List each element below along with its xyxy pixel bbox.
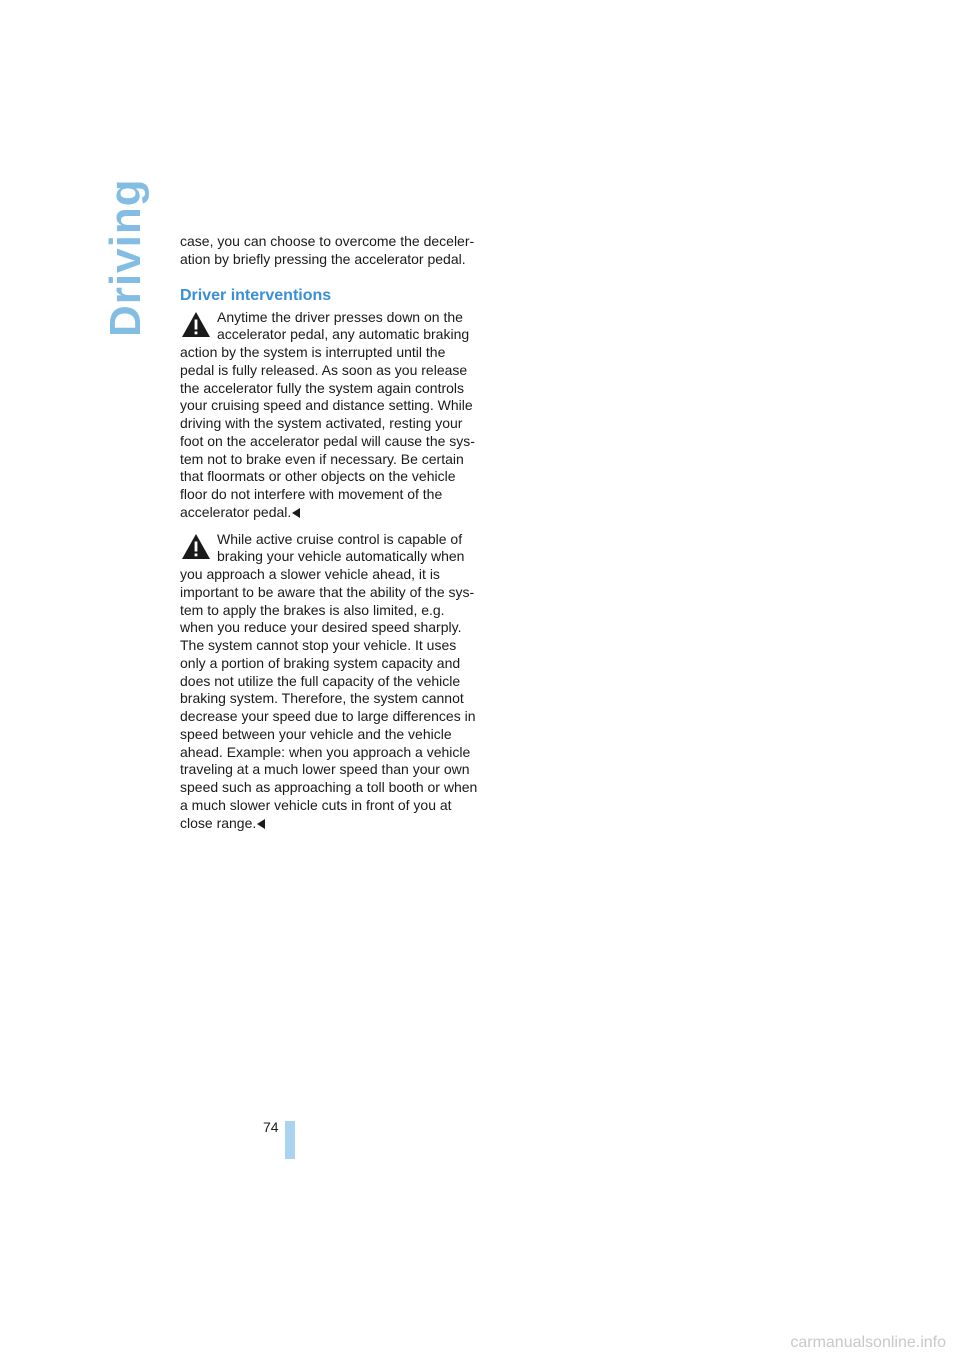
end-of-note-icon	[257, 819, 265, 829]
section-title: Driving	[101, 178, 150, 337]
end-of-note-icon	[292, 508, 300, 518]
footer-watermark: carmanualsonline.info	[790, 1334, 946, 1351]
warning-text: Anytime the driver presses down on the accelerator pedal, any automatic braking action by the system is interrupted until the pedal is fully released. As soon as you release the accelerator fully the system again controls your cruising speed and distance setting. While driving with the system activated, resting your foot on the accelerator pedal will cause the sys-tem not to brake even if necessary. Be certain that floormats or other objects on the vehicle floor do not interfere with movement of the accelerator pedal.	[180, 308, 475, 520]
section-heading: Driver interventions	[180, 286, 332, 304]
page-marker-bar	[285, 1121, 295, 1159]
warning-note	[180, 531, 480, 833]
warning-triangle-icon	[181, 311, 211, 338]
warning-note	[180, 309, 480, 522]
intro-paragraph: case, you can choose to overcome the deceler-ation by briefly pressing the accelerator pedal.	[180, 233, 475, 267]
page-number: 74	[263, 1119, 279, 1135]
page-content	[180, 233, 480, 841]
warning-text: While active cruise control is capable of braking your vehicle automatically when you approach a slower vehicle ahead, it is important to be aware that the ability of the sys-tem to apply the brakes is also limited, e.g. when you reduce your desired speed sharply. The system cannot stop your vehicle. It uses only a portion of braking system capacity and does not utilize the full capacity of the vehicle braking system. Therefore, the system cannot decrease your speed due to large differences in speed between your vehicle and the vehicle ahead. Example: when you approach a vehicle traveling at a much lower speed than your own speed such as approaching a toll booth or when a much slower vehicle cuts in front of you at close range.	[180, 530, 478, 831]
warning-triangle-icon	[181, 533, 211, 560]
